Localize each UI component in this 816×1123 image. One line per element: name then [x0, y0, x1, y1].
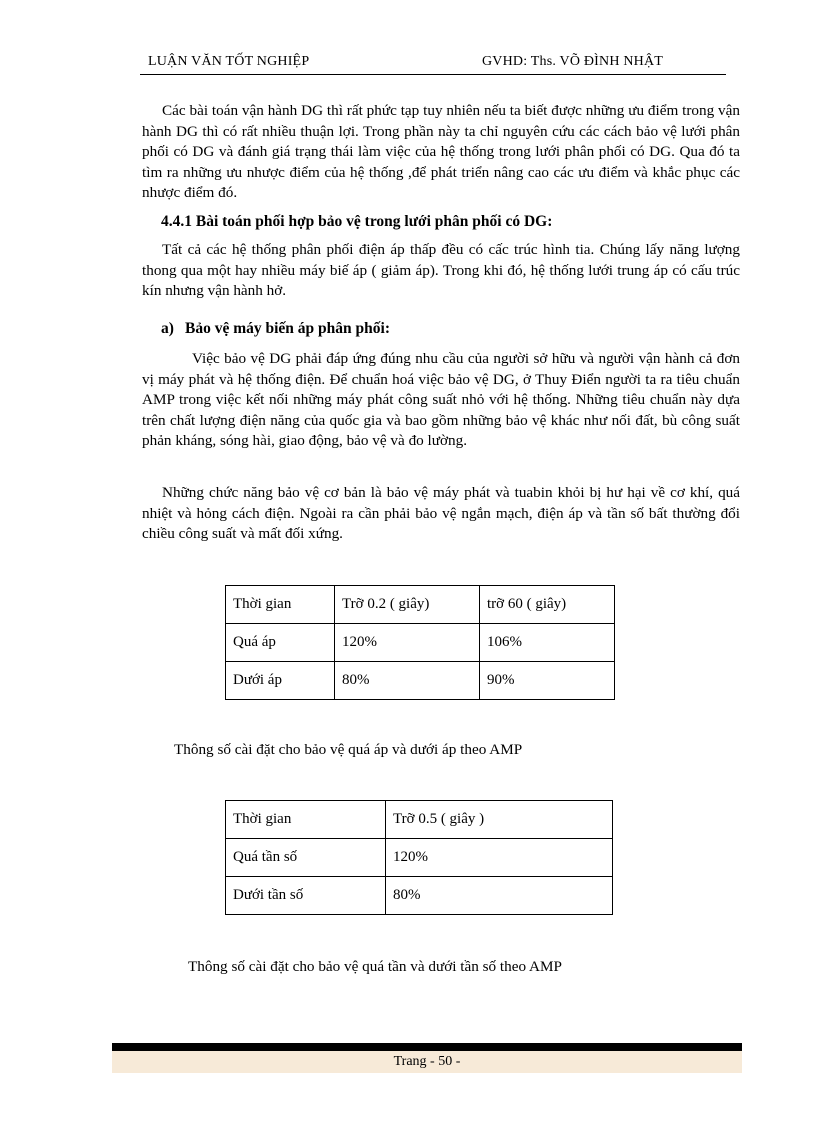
section-heading: 4.4.1 Bài toán phối hợp bảo vệ trong lưới phân phối có DG: [161, 213, 553, 230]
paragraph-protection-functions: Những chức năng bảo vệ cơ bản là bảo vệ máy phát và tuabin khỏi bị hư hại về cơ khí, quá nhiệt và hỏng cách điện. Ngoài ra cần phải bảo vệ ngắn mạch, điện áp và tần số bất thường đổi chiều công suất và mất đối xứng. [142, 484, 740, 542]
table-row [226, 877, 613, 915]
table-cell: 106% [480, 624, 615, 662]
table-row [226, 839, 613, 877]
table-cell: Dưới tần số [226, 877, 386, 915]
footer-rule [112, 1043, 742, 1051]
table-row [226, 662, 615, 700]
table-cell: Thời gian [226, 801, 386, 839]
paragraph-distribution: Tất cả các hệ thống phân phối điện áp thấp đều có cấc trúc hình tia. Chúng lấy năng lượng thong qua một hay nhiều máy biế áp ( giảm áp). Trong khi đó, hệ thống lưới trung áp có cấu trúc kín nhưng vận hành hở. [142, 241, 740, 299]
table-header-row [226, 801, 613, 839]
table-cell: Trỡ 0.2 ( giây) [335, 586, 480, 624]
subsection-title: Bảo vệ máy biến áp phân phối: [185, 320, 390, 337]
page-footer [112, 1051, 742, 1073]
header-advisor: GVHD: Ths. VÕ ĐÌNH NHẬT [482, 54, 664, 69]
paragraph-dg-protection: Việc bảo vệ DG phải đáp ứng đúng nhu cầu của người sở hữu và người vận hành cả đơn vị máy phát và hệ thống điện. Để chuẩn hoá việc bảo vệ DG, ở Thuy Điển người ta ra tiêu chuẩn AMP trong việc kết nối những máy phát công suất nhỏ với hệ thống. Những tiêu chuẩn này dựa trên chất lượng điện năng của quốc gia và bao gồm những bảo vệ khác như nối đất, bù công suất phản kháng, sóng hài, giao động, bảo vệ và đo lường. [142, 350, 740, 449]
table-cell: 120% [386, 839, 613, 877]
voltage-settings-table [225, 585, 615, 700]
subsection-marker: a) [161, 320, 174, 337]
table-cell: Trỡ 0.5 ( giây ) [386, 801, 613, 839]
table-cell: trỡ 60 ( giây) [480, 586, 615, 624]
table-header-row [226, 586, 615, 624]
table-cell: 120% [335, 624, 480, 662]
subsection-heading [161, 320, 390, 338]
table-row [226, 624, 615, 662]
paragraph-intro: Các bài toán vận hành DG thì rất phức tạp tuy nhiên nếu ta biết được những ưu điểm trong vận hành DG thì có rất nhiều thuận lợi. Trong phần này ta chỉ nguyên cứu các cách bảo vệ lưới phân phối có DG và đánh giá trạng thái làm việc của hệ thống trong lưới phân phối có DG. Qua đó ta tìm ra những ưu nhược điểm của hệ thống ,để phát triển nâng cao các ưu điểm và khắc phục các nhược điểm đó. [142, 102, 740, 201]
table-cell: Thời gian [226, 586, 335, 624]
page-header [140, 52, 726, 75]
table-cell: Quá tần số [226, 839, 386, 877]
frequency-settings-table [225, 800, 613, 915]
table-caption: Thông số cài đặt cho bảo vệ quá tần và dưới tần số theo AMP [188, 958, 562, 975]
table-cell: Dưới áp [226, 662, 335, 700]
header-title: LUẬN VĂN TỐT NGHIỆP [148, 54, 310, 69]
table-cell: Quá áp [226, 624, 335, 662]
table-cell: 90% [480, 662, 615, 700]
table-cell: 80% [335, 662, 480, 700]
page-number: Trang - 50 - [393, 1054, 461, 1069]
table-caption: Thông số cài đặt cho bảo vệ quá áp và dưới áp theo AMP [174, 741, 523, 758]
table-cell: 80% [386, 877, 613, 915]
